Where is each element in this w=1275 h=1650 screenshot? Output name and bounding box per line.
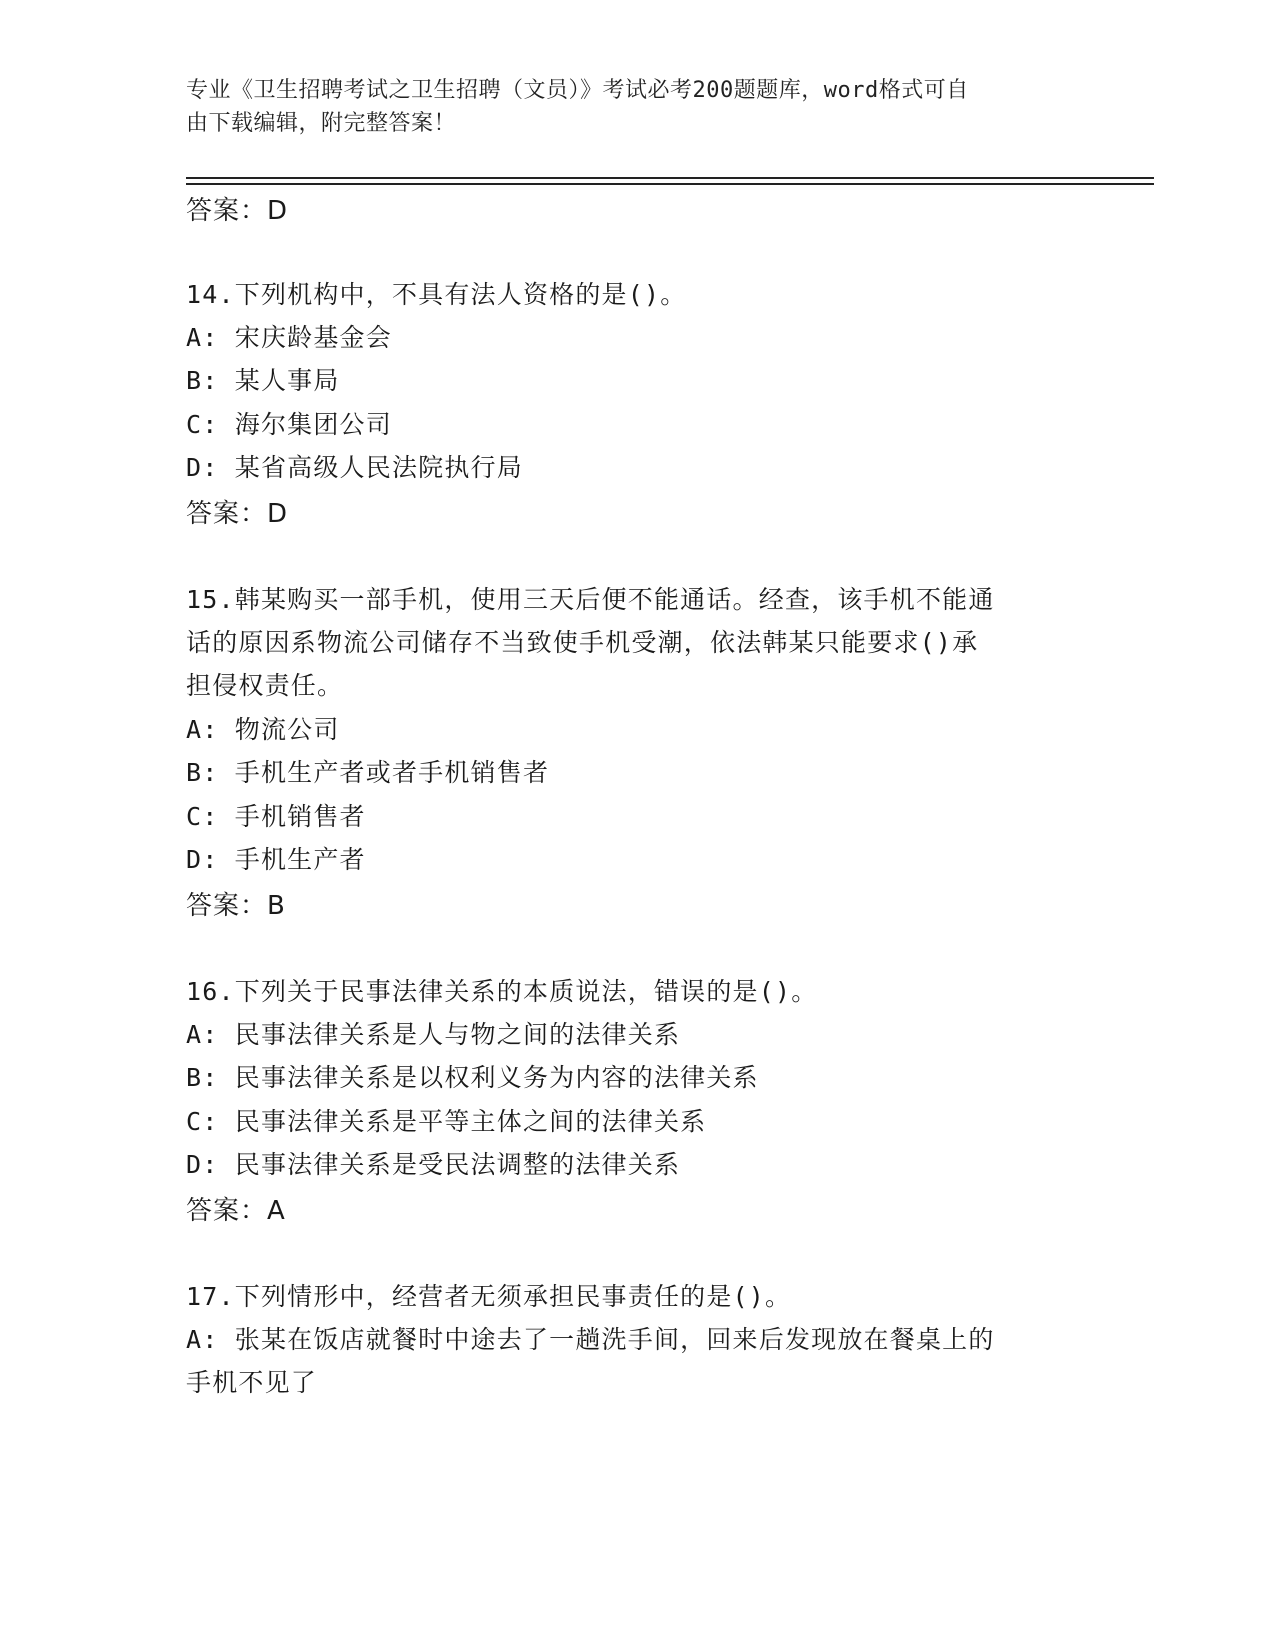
question-14-option-c: C: 海尔集团公司 xyxy=(186,410,392,439)
question-16-option-b: B: 民事法律关系是以权利义务为内容的法律关系 xyxy=(186,1063,759,1092)
question-16-option-d: D: 民事法律关系是受民法调整的法律关系 xyxy=(186,1150,681,1179)
question-14-option-d: D: 某省高级人民法院执行局 xyxy=(186,453,523,482)
question-14-answer: 答案：D xyxy=(186,499,289,529)
question-15-option-a: A: 物流公司 xyxy=(186,715,340,744)
header-line-2: 由下载编辑，附完整答案！ xyxy=(186,111,457,136)
question-15-answer: 答案：B xyxy=(186,891,286,921)
question-15-stem-line-2: 话的原因系物流公司储存不当致使手机受潮，依法韩某只能要求()承 xyxy=(186,628,979,657)
header-rule-top xyxy=(186,177,1154,179)
previous-answer: 答案：D xyxy=(186,196,289,226)
question-14-option-b: B: 某人事局 xyxy=(186,366,340,395)
question-17-option-a-line-1: A: 张某在饭店就餐时中途去了一趟洗手间，回来后发现放在餐桌上的 xyxy=(186,1325,995,1354)
question-16-option-c: C: 民事法律关系是平等主体之间的法律关系 xyxy=(186,1107,707,1136)
question-15-option-d: D: 手机生产者 xyxy=(186,845,366,874)
header-line-1: 专业《卫生招聘考试之卫生招聘（文员）》考试必考200题题库，word格式可自 xyxy=(186,78,969,103)
question-15-option-c: C: 手机销售者 xyxy=(186,802,366,831)
document-header xyxy=(186,74,1066,140)
question-15-stem-line-1: 15.韩某购买一部手机，使用三天后便不能通话。经查，该手机不能通 xyxy=(186,585,995,614)
question-16-stem: 16.下列关于民事法律关系的本质说法，错误的是()。 xyxy=(186,977,818,1006)
question-14-stem: 14.下列机构中，不具有法人资格的是()。 xyxy=(186,280,687,309)
question-15-option-b: B: 手机生产者或者手机销售者 xyxy=(186,758,550,787)
question-17-option-a-line-2: 手机不见了 xyxy=(186,1368,318,1397)
question-14-option-a: A: 宋庆龄基金会 xyxy=(186,323,392,352)
header-rule-bottom xyxy=(186,183,1154,185)
question-16-option-a: A: 民事法律关系是人与物之间的法律关系 xyxy=(186,1020,681,1049)
question-16-answer: 答案：A xyxy=(186,1196,286,1226)
question-15-stem-line-3: 担侵权责任。 xyxy=(186,671,344,700)
question-17-stem: 17.下列情形中，经营者无须承担民事责任的是()。 xyxy=(186,1282,792,1311)
